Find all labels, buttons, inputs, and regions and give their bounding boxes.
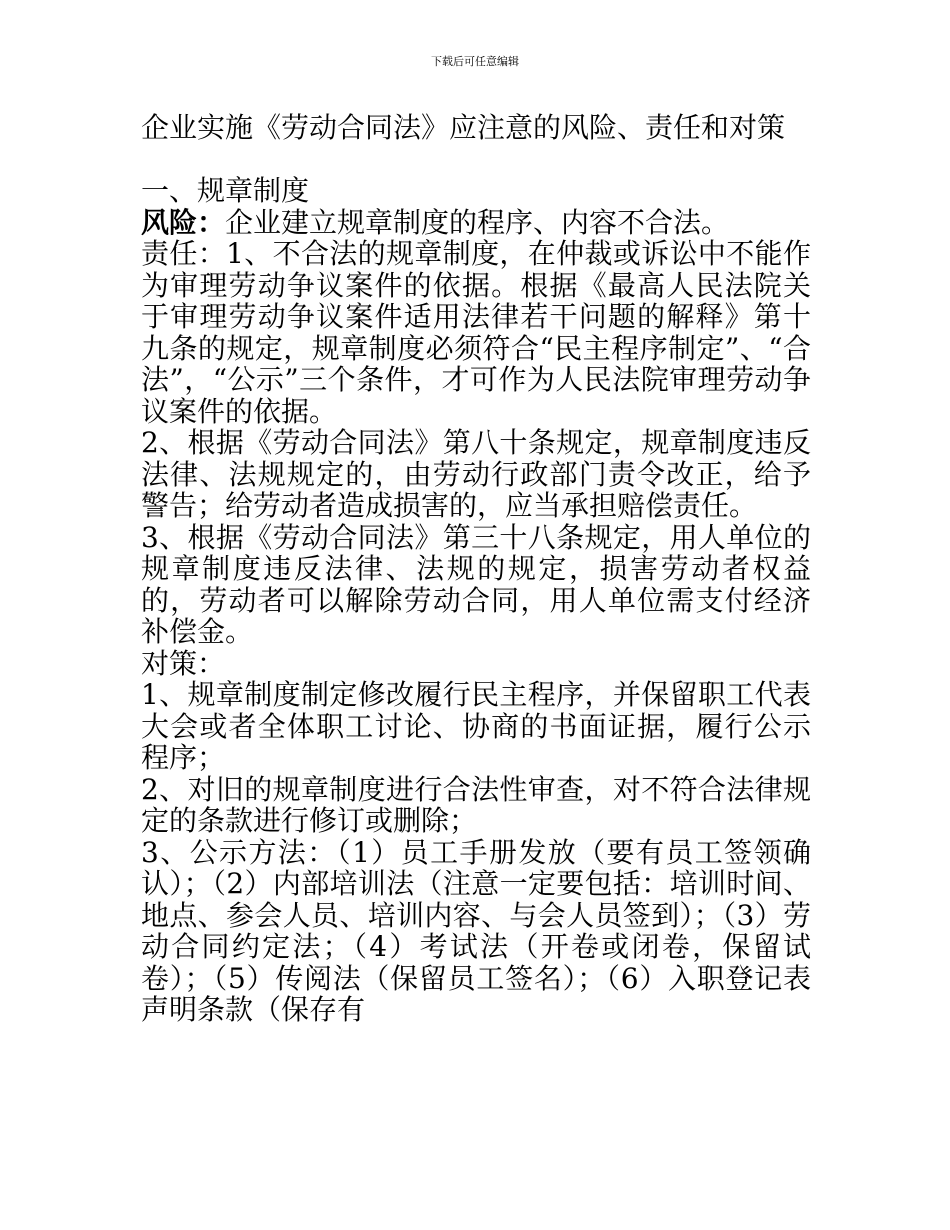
document-title: 企业实施《劳动合同法》应注意的风险、责任和对策 — [141, 111, 786, 144]
countermeasure-paragraph-1: 1、规章制度制定修改履行民主程序，并保留职工代表大会或者全体职工讨论、协商的书面证据，履行公示程序； — [141, 678, 811, 774]
document-body — [141, 112, 811, 1026]
responsibility-paragraph-2: 2、根据《劳动合同法》第八十条规定，规章制度违反法律、法规规定的，由劳动行政部门责令改正，给予警告；给劳动者造成损害的，应当承担赔偿责任。 — [141, 426, 811, 522]
risk-paragraph — [141, 207, 811, 239]
responsibility-paragraph-1: 责任：1、不合法的规章制度，在仲裁或诉讼中不能作为审理劳动争议案件的依据。根据《最高人民法院关于审理劳动争议案件适用法律若干问题的解释》第十九条的规定，规章制度必须符合“民主程序制定”、“合法”，“公示”三个条件，才可作为人民法院审理劳动争议案件的依据。 — [141, 237, 811, 428]
countermeasure-paragraph-2: 2、对旧的规章制度进行合法性审查，对不符合法律规定的条款进行修订或删除； — [141, 772, 811, 837]
risk-label: 风险： — [141, 205, 226, 239]
section-heading: 一、规章制度 — [141, 174, 310, 207]
page-header: 下载后可任意编辑 — [431, 55, 519, 68]
responsibility-paragraph-3: 3、根据《劳动合同法》第三十八条规定，用人单位的规章制度违反法律、法规的规定，损害劳动者权益的，劳动者可以解除劳动合同，用人单位需支付经济补偿金。 — [141, 520, 811, 648]
countermeasure-paragraph-3: 3、公示方法：（1）员工手册发放（要有员工签领确认）；（2）内部培训法（注意一定要包括：培训时间、地点、参会人员、培训内容、与会人员签到）；（3）劳动合同约定法；（4）考试法（开卷或闭卷，保留试卷）；（5）传阅法（保留员工签名）；（6）入职登记表声明条款（保存有 — [141, 835, 811, 1026]
countermeasure-label: 对策： — [141, 646, 226, 680]
risk-text: 企业建立规章制度的程序、内容不合法。 — [225, 205, 730, 239]
blank-line — [141, 144, 811, 176]
